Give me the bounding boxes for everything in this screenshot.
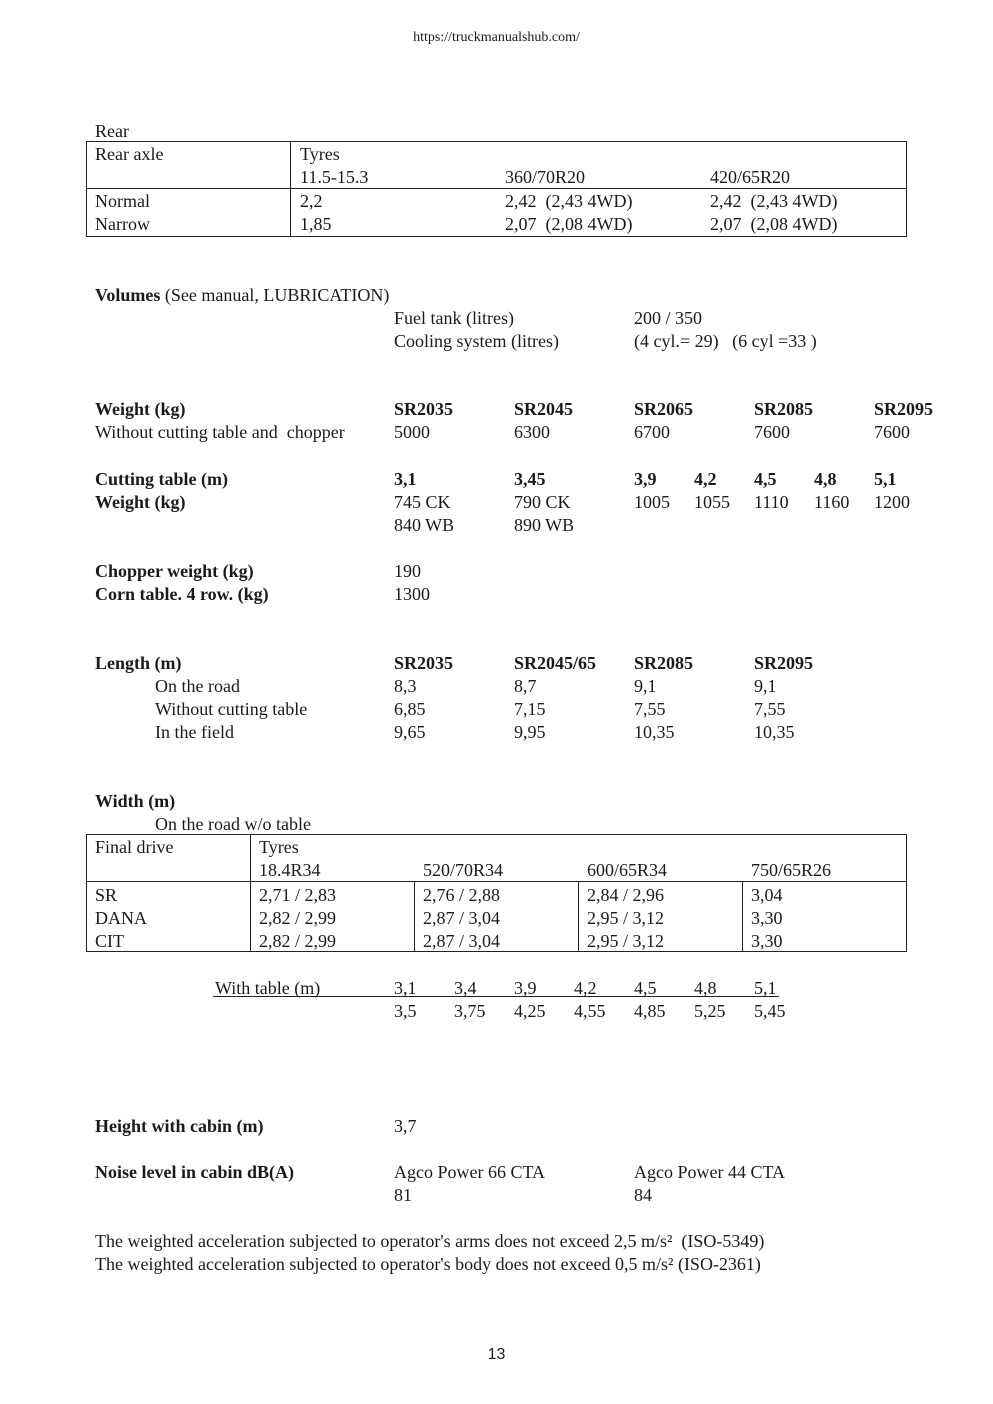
noise-engine-name: Agco Power 66 CTA	[394, 1162, 546, 1182]
chopper-value: 190	[394, 561, 421, 581]
width-value: 2,71 / 2,83	[259, 885, 337, 905]
noise-engine-value: 84	[634, 1185, 652, 1205]
cooling-system-value: (4 cyl.= 29) (6 cyl =33 )	[634, 331, 817, 351]
with-table-size: 3,9	[514, 978, 537, 998]
cutting-table-size: 5,1	[874, 469, 897, 489]
weight-model: SR2095	[874, 399, 934, 419]
with-table-size: 3,1	[394, 978, 417, 998]
corn-table-value: 1300	[394, 584, 430, 604]
cutting-table-weight-label: Weight (kg)	[95, 492, 186, 512]
width-tyre: 520/70R34	[423, 860, 504, 880]
cutting-table-weight: 745 CK	[394, 492, 451, 512]
rear-table-header-rule	[86, 188, 907, 189]
length-row-label: Without cutting table	[155, 699, 308, 719]
volumes-title: Volumes	[95, 285, 161, 305]
width-value: 2,76 / 2,88	[423, 885, 501, 905]
weight-model: SR2085	[754, 399, 814, 419]
rear-axle-label: Rear axle	[95, 144, 164, 164]
width-value: 2,82 / 2,99	[259, 908, 337, 928]
weight-model: SR2035	[394, 399, 454, 419]
width-tyre: 600/65R34	[587, 860, 668, 880]
rear-row-normal-value: 2,42 (2,43 4WD)	[710, 191, 838, 211]
cooling-system-label: Cooling system (litres)	[394, 331, 559, 351]
with-table-size: 4,5	[634, 978, 657, 998]
width-tyres-label: Tyres	[259, 837, 299, 857]
height-label: Height with cabin (m)	[95, 1116, 264, 1136]
with-table-value: 3,5	[394, 1001, 417, 1021]
volumes-heading	[95, 284, 389, 306]
cutting-table-size: 3,1	[394, 469, 417, 489]
length-value: 8,7	[514, 676, 537, 696]
with-table-value: 4,55	[574, 1001, 606, 1021]
rear-row-narrow-value: 1,85	[300, 214, 332, 234]
cutting-table-weight: 790 CK	[514, 492, 571, 512]
rear-row-narrow-value: 2,07 (2,08 4WD)	[505, 214, 633, 234]
length-value: 9,65	[394, 722, 426, 742]
width-table-divider	[250, 834, 251, 952]
length-value: 9,95	[514, 722, 546, 742]
acceleration-note-arms: The weighted acceleration subjected to operator's arms does not exceed 2,5 m/s² (ISO-5349)	[95, 1231, 765, 1251]
cutting-table-size: 4,5	[754, 469, 777, 489]
weight-value: 7600	[754, 422, 790, 442]
weight-row-label: Without cutting table and chopper	[95, 422, 345, 442]
rear-tyre-3: 420/65R20	[710, 167, 791, 187]
volumes-note: (See manual, LUBRICATION)	[164, 285, 390, 305]
page-number: 13	[487, 1346, 506, 1363]
rear-title: Rear	[95, 121, 129, 141]
length-row-label: On the road	[155, 676, 240, 696]
with-table-size: 4,8	[694, 978, 717, 998]
width-value: 2,87 / 3,04	[423, 908, 501, 928]
with-table-size: 4,2	[574, 978, 597, 998]
cutting-table-weight: 1110	[754, 492, 789, 512]
fuel-tank-label: Fuel tank (litres)	[394, 308, 514, 328]
header-url[interactable]: https://truckmanualshub.com/	[413, 30, 580, 45]
weight-value: 6300	[514, 422, 550, 442]
width-table-divider	[742, 881, 743, 952]
rear-table-divider	[290, 141, 291, 237]
width-tyre: 18.4R34	[259, 860, 321, 880]
length-value: 7,55	[634, 699, 666, 719]
with-table-value: 4,85	[634, 1001, 666, 1021]
cutting-table-size: 3,45	[514, 469, 546, 489]
weight-value: 7600	[874, 422, 910, 442]
fuel-tank-value: 200 / 350	[634, 308, 703, 328]
width-value: 2,95 / 3,12	[587, 931, 665, 951]
length-model: SR2095	[754, 653, 814, 673]
weight-value: 6700	[634, 422, 670, 442]
length-value: 7,55	[754, 699, 786, 719]
length-model: SR2035	[394, 653, 454, 673]
length-value: 10,35	[634, 722, 675, 742]
height-value: 3,7	[394, 1116, 417, 1136]
rear-tyres-label: Tyres	[300, 144, 340, 164]
weight-model: SR2065	[634, 399, 694, 419]
rear-row-narrow-label: Narrow	[95, 214, 150, 234]
rear-row-normal-label: Normal	[95, 191, 150, 211]
width-value: 2,95 / 3,12	[587, 908, 665, 928]
acceleration-note-body: The weighted acceleration subjected to operator's body does not exceed 0,5 m/s² (ISO-2361)	[95, 1254, 761, 1274]
width-table-divider	[578, 881, 579, 952]
with-table-value: 3,75	[454, 1001, 486, 1021]
width-value: 2,84 / 2,96	[587, 885, 665, 905]
weight-model: SR2045	[514, 399, 574, 419]
rear-row-narrow-value: 2,07 (2,08 4WD)	[710, 214, 838, 234]
rear-row-normal-value: 2,42 (2,43 4WD)	[505, 191, 633, 211]
length-title: Length (m)	[95, 653, 182, 673]
length-value: 7,15	[514, 699, 546, 719]
with-table-value: 5,45	[754, 1001, 786, 1021]
width-title: Width (m)	[95, 791, 176, 811]
length-model: SR2085	[634, 653, 694, 673]
width-value: 3,30	[751, 908, 783, 928]
with-table-size: 3,4	[454, 978, 477, 998]
width-table-divider	[414, 881, 415, 952]
rear-tyre-2: 360/70R20	[505, 167, 586, 187]
cutting-table-weight: 1200	[874, 492, 910, 512]
width-value: 2,82 / 2,99	[259, 931, 337, 951]
width-table-header-rule	[86, 881, 907, 882]
length-model: SR2045/65	[514, 653, 597, 673]
with-table-label: With table (m)	[215, 978, 321, 998]
width-row-label: CIT	[95, 931, 124, 951]
width-subtitle: On the road w/o table	[155, 814, 311, 834]
length-row-label: In the field	[155, 722, 234, 742]
chopper-label: Chopper weight (kg)	[95, 561, 254, 581]
cutting-table-size: 3,9	[634, 469, 657, 489]
length-value: 9,1	[754, 676, 777, 696]
rear-tyre-1: 11.5-15.3	[300, 167, 369, 187]
noise-engine-value: 81	[394, 1185, 412, 1205]
width-tyre: 750/65R26	[751, 860, 832, 880]
width-value: 3,04	[751, 885, 783, 905]
with-table-value: 5,25	[694, 1001, 726, 1021]
cutting-table-weight-wb: 890 WB	[514, 515, 575, 535]
final-drive-label: Final drive	[95, 837, 174, 857]
width-value: 2,87 / 3,04	[423, 931, 501, 951]
width-row-label: DANA	[95, 908, 147, 928]
width-value: 3,30	[751, 931, 783, 951]
cutting-table-weight: 1160	[814, 492, 850, 512]
cutting-table-title: Cutting table (m)	[95, 469, 228, 489]
length-value: 10,35	[754, 722, 795, 742]
length-value: 8,3	[394, 676, 417, 696]
cutting-table-weight-wb: 840 WB	[394, 515, 455, 535]
noise-label: Noise level in cabin dB(A)	[95, 1162, 295, 1182]
weight-title: Weight (kg)	[95, 399, 186, 419]
with-table-value: 4,25	[514, 1001, 546, 1021]
corn-table-label: Corn table. 4 row. (kg)	[95, 584, 269, 604]
width-row-label: SR	[95, 885, 118, 905]
noise-engine-name: Agco Power 44 CTA	[634, 1162, 786, 1182]
weight-value: 5000	[394, 422, 430, 442]
with-table-size: 5,1	[754, 978, 777, 998]
length-value: 6,85	[394, 699, 426, 719]
cutting-table-weight: 1055	[694, 492, 730, 512]
cutting-table-size: 4,2	[694, 469, 717, 489]
cutting-table-weight: 1005	[634, 492, 670, 512]
cutting-table-size: 4,8	[814, 469, 837, 489]
rear-row-normal-value: 2,2	[300, 191, 323, 211]
length-value: 9,1	[634, 676, 657, 696]
